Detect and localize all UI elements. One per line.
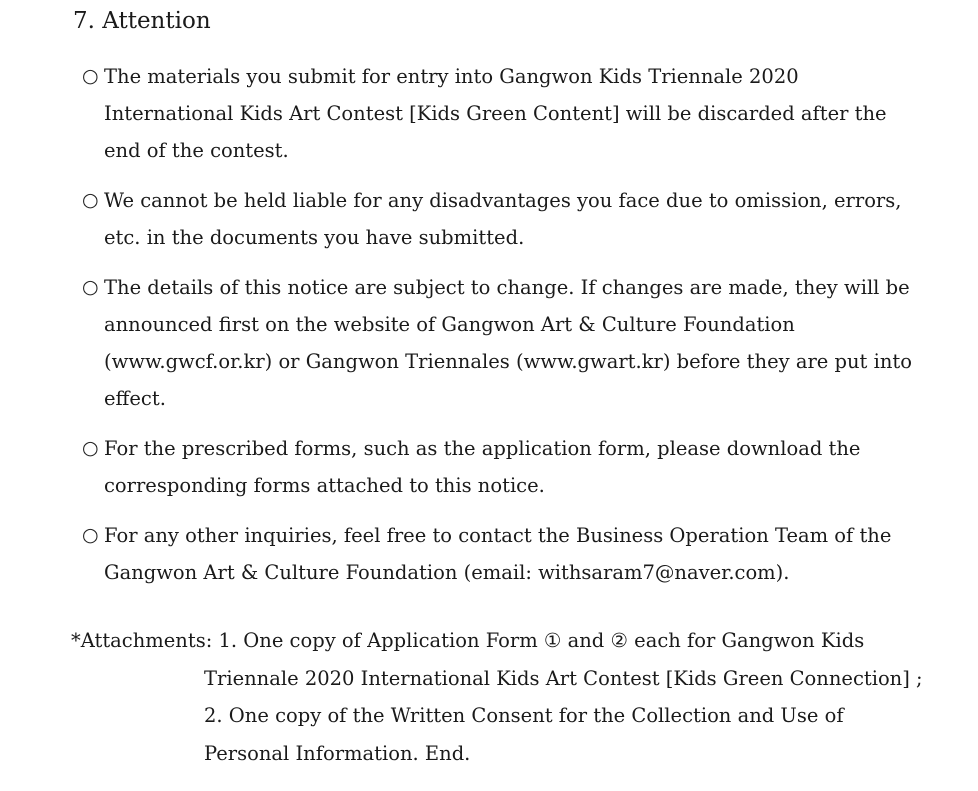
- attachments-note: [71, 622, 926, 772]
- list-item: [82, 58, 922, 169]
- list-item: [82, 269, 922, 417]
- item-text: We cannot be held liable for any disadvantages you face due to omission, errors, etc. in the documents you have submitted.: [104, 189, 902, 249]
- attachments-label: *Attachments:: [71, 629, 219, 652]
- list-item: [82, 182, 922, 256]
- circle-bullet-icon: ○: [82, 524, 99, 546]
- item-text: The details of this notice are subject to change. If changes are made, they will be announced first on the website of Gangwon Art & Culture Foundation (www.gwcf.or.kr) or Gangwon Triennales (www.gwart.kr) before they are put into effect.: [104, 276, 912, 410]
- section-title: 7. Attention: [73, 8, 211, 34]
- attachments-text: 1. One copy of Application Form ① and ② each for Gangwon Kids Triennale 2020 International Kids Art Contest [Kids Green Connection] ; 2. One copy of the Written Consent for the Collection and Use of Personal Information. End.: [204, 629, 923, 765]
- circle-bullet-icon: ○: [82, 276, 99, 298]
- item-text: The materials you submit for entry into Gangwon Kids Triennale 2020 International Kids Art Contest [Kids Green Content] will be discarded after the end of the contest.: [104, 65, 887, 162]
- item-text: For any other inquiries, feel free to contact the Business Operation Team of the Gangwon Art & Culture Foundation (email: withsaram7@naver.com).: [104, 524, 892, 584]
- circle-bullet-icon: ○: [82, 65, 99, 87]
- list-item: [82, 430, 922, 504]
- list-item: [82, 517, 922, 591]
- item-text: For the prescribed forms, such as the application form, please download the corresponding forms attached to this notice.: [104, 437, 861, 497]
- circle-bullet-icon: ○: [82, 437, 99, 459]
- attention-list: [82, 58, 922, 604]
- circle-bullet-icon: ○: [82, 189, 99, 211]
